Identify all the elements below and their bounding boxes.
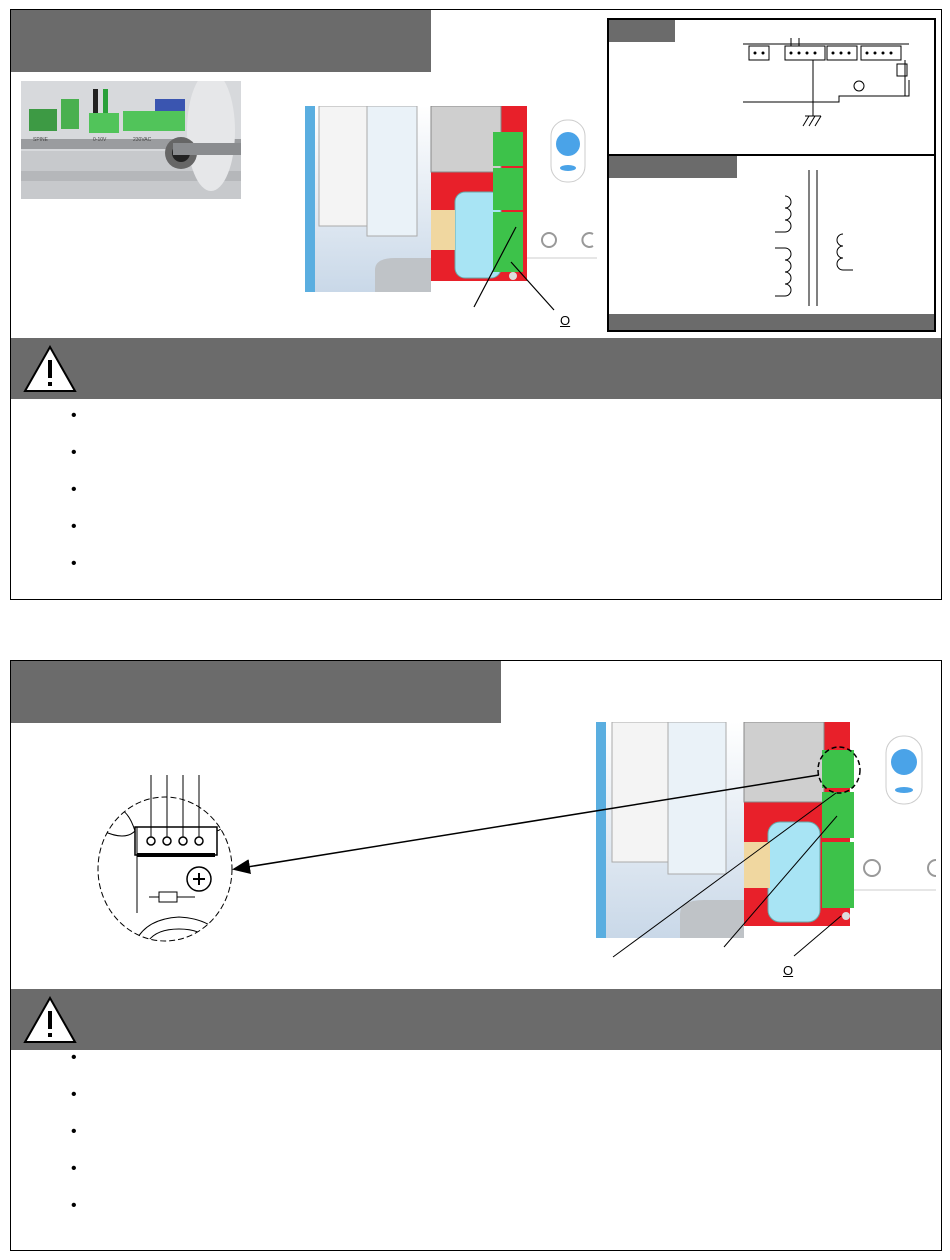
schematic-bottom-footer-bar [609, 314, 934, 330]
schematic-bottom-box [607, 154, 936, 332]
warning-triangle-icon [23, 345, 77, 393]
section-1-warning-bar [11, 338, 941, 399]
photo-label-spine: SPINE [33, 137, 49, 143]
warning-triangle-icon [23, 996, 77, 1044]
board-2-marker-o: O [783, 963, 794, 978]
board-marker-o: O [560, 313, 571, 328]
section-2-panel: O • • • • • [10, 660, 942, 1251]
photo-label-230vac: 230VAC [133, 137, 152, 143]
schematic-bottom-title-bar [609, 156, 737, 178]
section-2-callout-lines [11, 661, 943, 991]
schematic-top-title-bar [609, 20, 675, 42]
section-2-warning-bar [11, 989, 941, 1050]
schematic-top-box [607, 18, 936, 158]
section-1-panel: SPINE 0-10V 230VAC O • • • • • [10, 9, 942, 600]
transformer-symbol [609, 156, 934, 330]
photo-label-0-10v: 0-10V [93, 137, 107, 143]
